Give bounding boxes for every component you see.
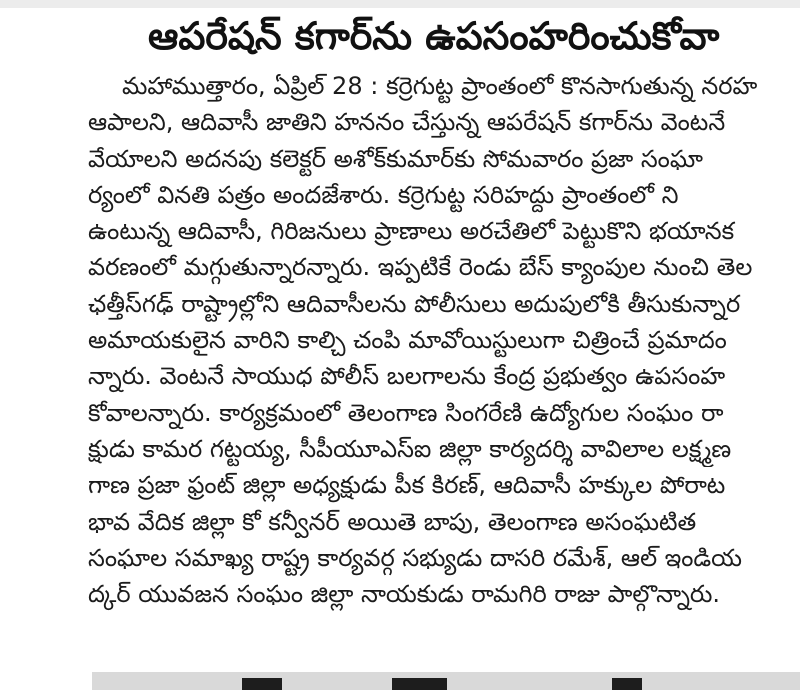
article-line: అమాయకులైన వారిని కాల్చి చంపి మావోయిస్టులుగా చిత్రించే ప్రమాదం bbox=[88, 326, 727, 355]
article-line: ద్కర్ యువజన సంఘం జిల్లా నాయకుడు రామగిరి రాజు పాల్గొన్నారు. bbox=[88, 580, 721, 609]
article-line: మహాముత్తారం, ఏప్రిల్ 28 : కర్రెగుట్ట ప్రాంతంలో కొనసాగుతున్న నరహ bbox=[122, 72, 758, 100]
article-line: సంఘాల సమాఖ్య రాష్ట్ర కార్యవర్గ సభ్యుడు దాసరి రమేశ్, ఆల్ ఇండియ bbox=[88, 543, 743, 572]
article-line: వరణంలో మగ్గుతున్నారన్నారు. ఇప్పటికే రెండు బేస్ క్యాంపుల నుంచి తెల bbox=[88, 253, 753, 282]
scan-top-margin bbox=[0, 0, 800, 8]
article-line: గాణ ప్రజా ఫ్రంట్ జిల్లా అధ్యక్షుడు పీక కిరణ్, ఆదివాసీ హక్కుల పోరాట bbox=[88, 471, 726, 500]
article-line: ఛత్తీస్‌గఢ్ రాష్ట్రాల్లోని ఆదివాసీలను పోలీసులు అదుపులోకి తీసుకున్నార bbox=[88, 289, 741, 318]
article-line: వేయాలని అదనపు కలెక్టర్ అశోక్‌కుమార్‌కు సోమవారం ప్రజా సంఘా bbox=[88, 144, 703, 173]
next-article-header-strip bbox=[92, 672, 800, 690]
article-headline: ఆపరేషన్ కగార్‌ను ఉపసంహరించుకోవా bbox=[148, 14, 720, 58]
cropped-headline-fragment bbox=[392, 678, 447, 690]
article-line: కోవాలన్నారు. కార్యక్రమంలో తెలంగాణ సింగరేణి ఉద్యోగుల సంఘం రా bbox=[88, 398, 724, 427]
article-body bbox=[88, 68, 800, 660]
cropped-headline-fragment bbox=[242, 678, 282, 690]
article-line: ర్యంలో వినతి పత్రం అందజేశారు. కర్రెగుట్ట సరిహద్దు ప్రాంతంలో ని bbox=[88, 180, 679, 209]
article-line: ఆపాలని, ఆదివాసీ జాతిని హననం చేస్తున్న ఆపరేషన్ కగార్‌ను వెంటనే bbox=[88, 108, 726, 137]
cropped-headline-fragment bbox=[612, 678, 642, 690]
article-line: క్షుడు కామర గట్టయ్య, సీపీయూఎస్ఐ జిల్లా కార్యదర్శి వావిలాల లక్ష్మణ bbox=[88, 434, 732, 463]
article-line: ఉంటున్న ఆదివాసీ, గిరిజనులు ప్రాణాలు అరచేతిలో పెట్టుకొని భయానక bbox=[88, 217, 735, 246]
article-line: భావ వేదిక జిల్లా కో కన్వీనర్ అయితె బాపు, తెలంగాణ అసంఘటిత bbox=[88, 507, 697, 536]
article-line: న్నారు. వెంటనే సాయుధ పోలీస్ బలగాలను కేంద్ర ప్రభుత్వం ఉపసంహ bbox=[88, 362, 726, 391]
